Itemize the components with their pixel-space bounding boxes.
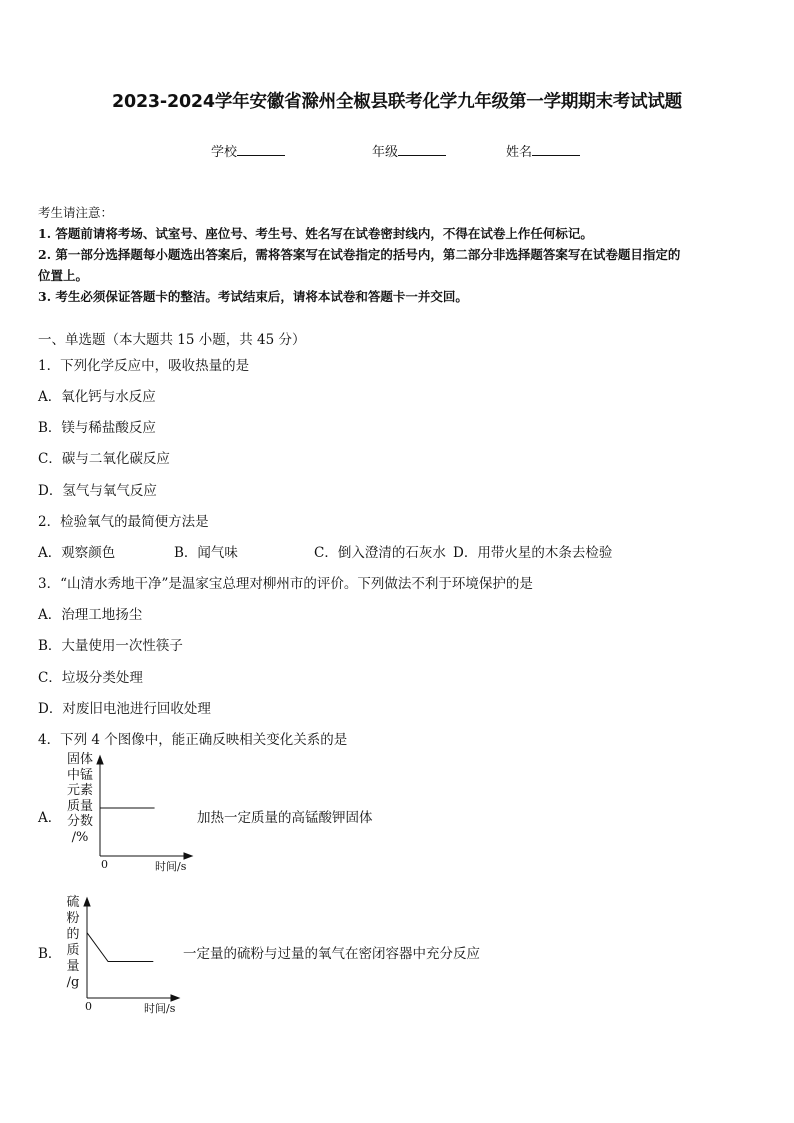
graph-a-y-label-line: 分数 [66,814,93,829]
graph-a-origin: 0 [101,858,108,871]
q1-stem: 1．下列化学反应中，吸收热量的是 [38,358,250,374]
notice-item-3: 3. 考生必须保证答题卡的整洁。考试结束后，请将本试卷和答题卡一并交回。 [38,289,468,304]
graph-b-x-arrow [171,995,179,1001]
graph-b-y-label-line: /g [66,975,80,990]
graph-b-x-axis-label: 时间/s [144,1002,176,1015]
notice-item-1: 1. 答题前请将考场、试室号、座位号、考生号、姓名写在试卷密封线内，不得在试卷上作任何标记。 [38,226,593,241]
q1-option-b[interactable]: B．镁与稀盐酸反应 [38,420,156,436]
q2-option-b[interactable]: B．闻气味 [174,545,238,561]
q4-graph-b-label[interactable]: B． [38,946,62,962]
graph-a-y-arrow [97,756,103,764]
q3-option-d[interactable]: D．对废旧电池进行回收处理 [38,701,211,717]
graph-b-axes [84,898,179,1001]
graph-a-y-label-line: 质量 [66,798,93,814]
section-heading: 一、单选题（本大题共 15 小题，共 45 分） [38,332,306,348]
q1-option-a[interactable]: A．氧化钙与水反应 [38,389,156,405]
graph-b-y-label-line: 硫 [66,895,80,910]
q3-option-b[interactable]: B．大量使用一次性筷子 [38,638,183,654]
graph-b-y-arrow [84,898,90,906]
q4-stem: 4．下列 4 个图像中，能正确反映相关变化关系的是 [38,732,348,748]
notice-item-2: 2. 第一部分选择题每小题选出答案后，需将答案写在试卷指定的括号内，第二部分非选择题答案写在试卷题目指定的 [38,247,681,262]
graph-a-y-label-line: 中锰 [66,767,93,783]
graph-a-x-arrow [184,853,192,859]
q2-option-a[interactable]: A．观察颜色 [38,545,116,561]
graph-b-y-label-line: 粉 [66,911,80,926]
graph-b-y-label-line: 的 [66,927,80,942]
notice-heading: 考生请注意： [38,205,114,220]
q4-graph-a-label[interactable]: A． [38,810,62,826]
q3-stem: 3．“山清水秀地干净”是温家宝总理对柳州市的评价。下列做法不利于环境保护的是 [38,576,533,592]
q1-option-d[interactable]: D．氢气与氧气反应 [38,483,157,499]
graph-a-y-label-line: 固体 [66,752,93,767]
page-title: 2023-2024学年安徽省滁州全椒县联考化学九年级第一学期期末考试试题 [112,92,682,112]
graph-a-y-label-line: /% [71,829,89,845]
graph-b-caption: 一定量的硫粉与过量的氧气在密闭容器中充分反应 [183,946,480,962]
graph-a-caption: 加热一定质量的高锰酸钾固体 [197,810,373,826]
graph-a-y-label-line: 元素 [66,783,93,798]
graph-b-origin: 0 [85,1000,92,1013]
q1-option-c[interactable]: C．碳与二氧化碳反应 [38,451,170,467]
q2-option-d[interactable]: D．用带火星的木条去检验 [453,545,613,561]
q3-option-c[interactable]: C．垃圾分类处理 [38,670,143,686]
graph-b-y-label-line: 量 [66,959,80,974]
notice-item-2-cont: 位置上。 [38,268,89,283]
graph-b-y-label-line: 质 [66,943,80,958]
graph-b-data-line [87,933,153,962]
q2-option-c[interactable]: C．倒入澄清的石灰水 [314,545,446,561]
q2-stem: 2．检验氧气的最简便方法是 [38,514,209,530]
grade-label: 年级 [372,145,399,160]
school-label: 学校 [211,145,238,160]
graph-a-x-axis-label: 时间/s [155,860,187,873]
name-label: 姓名 [506,145,533,160]
q3-option-a[interactable]: A．治理工地扬尘 [38,607,143,623]
